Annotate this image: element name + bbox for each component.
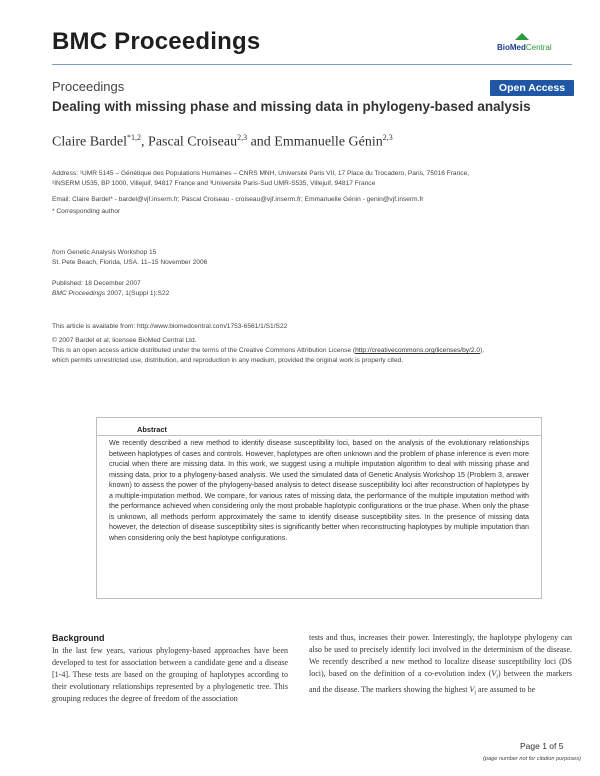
body-column-right: tests and thus, increases their power. Interestingly, the haplotype phylogeny can also be used to precisely identify loci involved in the determinism of the disease. We recently described a new method to localize disease susceptibility loci (DS loci), based on the definition of a co-evolution index $(V_i)$ between the markers and the disease. The markers showing the highest $V_i$ are assumed to be	[309, 633, 572, 697]
section-label: Proceedings	[52, 79, 125, 94]
author-name: Pascal Croiseau	[148, 134, 238, 150]
logo-med: Med	[509, 43, 526, 52]
author-name: Emmanuelle Génin	[274, 134, 383, 150]
corresponding-author-note: * Corresponding author	[52, 208, 121, 215]
background-heading: Background	[52, 633, 105, 643]
author-emails: Email: Claire Bardel* - bardel@vjf.inserm.fr; Pascal Croiseau - croiseau@vjf.inserm.fr; Emmanuelle Génin - genin@vjf.inserm.fr	[52, 196, 424, 203]
article-title: Dealing with missing phase and missing data in phylogeny-based analysis	[52, 99, 531, 114]
author-affiliation: 2,3	[237, 133, 248, 142]
biomedcentral-logo[interactable]	[497, 35, 569, 53]
page-note: (page number not for citation purposes)	[483, 756, 581, 762]
abstract-box	[96, 417, 542, 599]
logo-text	[497, 43, 552, 52]
article-url[interactable]: This article is available from: http://www.biomedcentral.com/1753-6561/1/S1/S22	[52, 323, 288, 330]
leaf-icon	[515, 33, 529, 40]
body-column-left: In the last few years, various phylogeny-based approaches have been developed to test for association between a candidate gene and a disease [1-4]. These tests are based on the grouping of haplotypes according to their evolutionary relationships represented by a phylogenetic tree. This grouping reduces the degree of freedom of the association	[52, 646, 288, 703]
author-affiliation: *1,2	[127, 133, 142, 142]
abstract-rule	[97, 435, 541, 436]
license-link[interactable]: http://creativecommons.org/licenses/by/2.0	[355, 347, 481, 354]
logo-bio: Bio	[497, 43, 510, 52]
publication-info: Published: 18 December 2007 BMC Proceedings 2007, 1(Suppl 1):S22	[52, 280, 170, 297]
license-info: © 2007 Bardel et al; licensee BioMed Central Ltd. This is an open access article distributed under the terms of the Creative Commons Attribution License (http://creativecommons.org/licenses/by/2.0), which permits unrestricted use, distribution, and reproduction in any medium, provided the original work is properly cited.	[52, 337, 485, 364]
journal-title: BMC Proceedings	[52, 28, 261, 55]
logo-central: Central	[525, 43, 552, 52]
header-rule	[52, 64, 572, 65]
author-address: Address: ¹UMR 5145 – Génétique des Populations Humaines – CNRS MNH, Université Paris VII, 17 Place du Trocadero, Paris, 75016 France, ²INSERM U535, BP 1000, Villejuif, 94817 France and ³Universite Paris-Sud UMR-S535, Villejuif, 94817 France	[52, 170, 470, 187]
conference-info: from Genetic Analysis Workshop 15 St. Pete Beach, Florida, USA. 11–15 November 2006	[52, 249, 208, 266]
abstract-text: We recently described a new method to identify disease susceptibility loci, based on the analysis of the evolutionary relationships between haplotypes of cases and controls. However, haplotypes are often unknown and the problem of phase inference is even more crucial when there are missing data. In this work, we suggest using a multiple imputation algorithm to deal with missing phase and missing data, prior to a phylogeny-based analysis. We used the simulated data of Genetic Analysis Workshop 15 (Problem 3, answer known) to assess the power of the phylogeny-based analysis to detect disease susceptibility loci after reconstruction of haplotypes by a multiple-imputation method. We compare, for various rates of missing data, the performance of the multiple imputation method with the performance achieved when considering only the most probable haplotypic configurations or the true phase. When only the phase is unknown, all methods perform approximately the same to identify disease susceptibility sites. In the presence of missing data however, the detection of disease susceptibility sites is significantly better when reconstructing haplotypes by multiple imputation than when considering only the best haplotype configurations.	[109, 439, 529, 542]
open-access-badge: Open Access	[490, 80, 574, 96]
author-name: Claire Bardel	[52, 134, 128, 150]
author-list: Claire Bardel$^{*1,2}$, Pascal Croiseau$^{2,3}$ and Emmanuelle Génin$^{2,3}$	[52, 133, 393, 150]
author-affiliation: 2,3	[382, 133, 393, 142]
abstract-heading: Abstract	[137, 425, 167, 434]
page-number: Page 1 of 5	[520, 741, 564, 751]
